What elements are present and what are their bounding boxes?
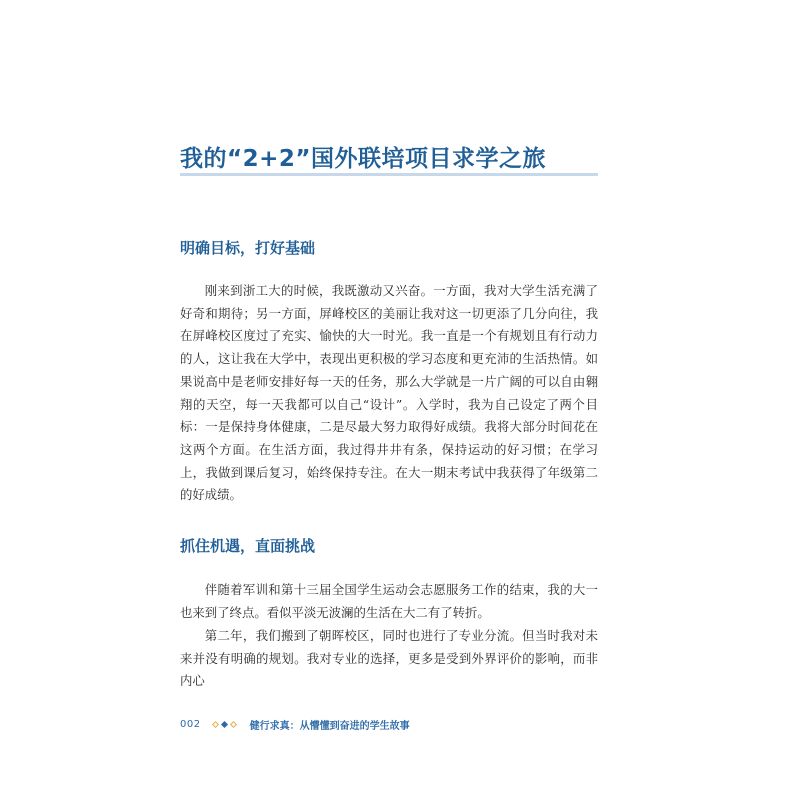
page-footer bbox=[180, 716, 410, 732]
body-paragraph: 伴随着军训和第十三届全国学生运动会志愿服务工作的结束，我的大一也来到了终点。看似平淡无波澜的生活在大二有了转折。 bbox=[180, 582, 598, 620]
page-title: 我的“2+2”国外联培项目求学之旅 bbox=[180, 146, 547, 172]
section-heading-goals: 明确目标，打好基础 bbox=[180, 239, 316, 257]
running-book-title: 健行求真：从懵懂到奋进的学生故事 bbox=[249, 720, 410, 732]
diamond-solid-icon bbox=[221, 720, 228, 727]
diamond-outline-icon bbox=[212, 720, 219, 727]
body-paragraph: 第二年，我们搬到了朝晖校区，同时也进行了专业分流。但当时我对未来并没有明确的规划。我对专业的选择，更多是受到外界评价的影响，而非内心 bbox=[180, 628, 598, 689]
diamond-outline-icon bbox=[230, 720, 237, 727]
body-paragraph: 刚来到浙工大的时候，我既激动又兴奋。一方面，我对大学生活充满了好奇和期待；另一方面，屏峰校区的美丽让我对这一切更添了几分向往，我在屏峰校区度过了充实、愉快的大一时光。我一直是一个有规划且有行动力的人，这让我在大学中，表现出更积极的学习态度和更充沛的生活热情。如果说高中是老师安排好每一天的任务，那么大学就是一片广阔的可以自由翱翔的天空，每一天我都可以自己“设计”。入学时，我为自己设定了两个目标：一是保持身体健康，二是尽最大努力取得好成绩。我将大部分时间花在这两个方面。在生活方面，我过得井井有条，保持运动的好习惯；在学习上，我做到课后复习，始终保持专注。在大一期末考试中我获得了年级第二的好成绩。 bbox=[180, 283, 598, 503]
section-heading-challenges: 抓住机遇，直面挑战 bbox=[180, 537, 316, 555]
title-underline bbox=[180, 173, 598, 176]
diamond-ornament-icon bbox=[211, 722, 238, 727]
page-number: 002 bbox=[180, 718, 201, 730]
